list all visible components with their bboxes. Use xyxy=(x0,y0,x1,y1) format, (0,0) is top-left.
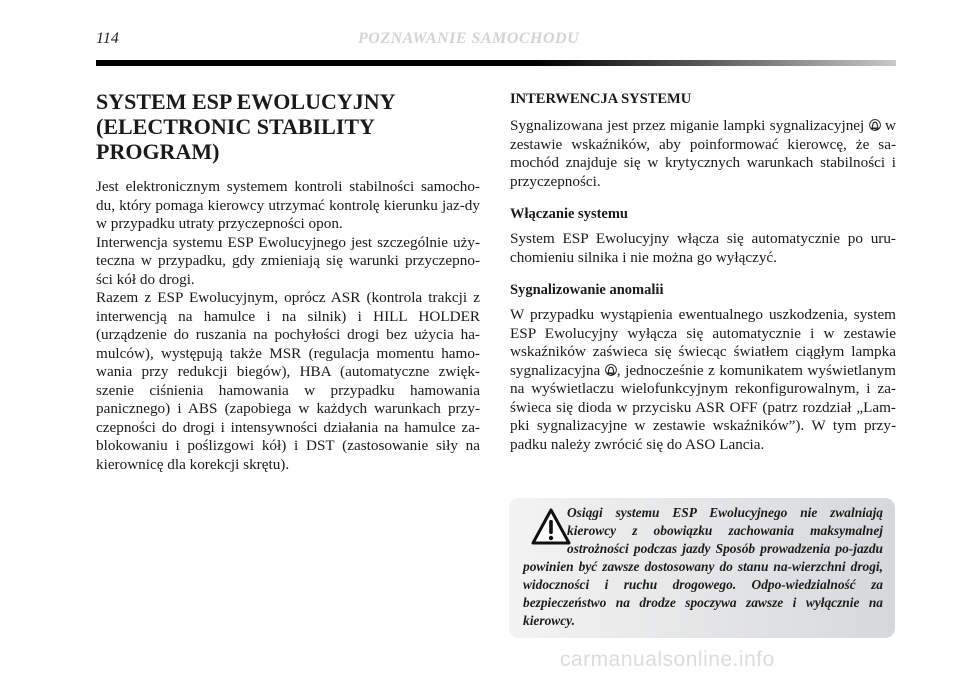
section-heading-intervention: INTERWENCJA SYSTEMU xyxy=(510,91,692,107)
warning-text-content: Osiągi systemu ESP Ewolucyjnego nie zwalniają kierowcy z obowiązku zachowania maksymalnej ostrożności podczas jazdy Sposób prowadzenia po-jazdu powinien być zawsze dostosowany do stanu na-wierzchni drogi, widoczności i ruchu drogowego. Odpo-wiedzialność za bezpieczeństwo na drodze spoczywa zawsze i wyłącznie na kierowcy. xyxy=(523,505,883,628)
esp-lamp-icon xyxy=(869,119,881,131)
fault-paragraph xyxy=(510,306,896,454)
running-header: POZNAWANIE SAMOCHODU xyxy=(358,30,580,47)
fault-text-end: , jednocześnie z komunikatem wyświetlanym na wyświetlaczu wielofunkcyjnym rekonfigurowalnym, i za-świeca się dioda w przycisku ASR OFF (patrz rozdział „Lam-pki sygnalizacyjne w zestawie wskaźników”). W tym przy-padku należy zwrócić się do ASO Lancia. xyxy=(510,361,896,453)
sub-heading-fault: Sygnalizowanie anomalii xyxy=(510,282,664,298)
title-line-3: PROGRAM) xyxy=(96,139,220,164)
left-column xyxy=(96,89,480,474)
body-paragraph-1: Jest elektronicznym systemem kontroli stabilności samocho-du, który pomaga kierowcy utrzymać kontrolę kierunku jaz-dy w przypadku utraty przyczepności opon. xyxy=(96,178,480,232)
fault-text-start: W przypadku wystąpienia ewentualnego uszkodzenia, system ESP Ewolucyjny wyłącza się automatycznie i w zestawie wskaźników zaświeca się świecąc światłem ciągłym lampka sygnalizacyjna xyxy=(510,306,896,379)
title-line-1: SYSTEM ESP EWOLUCYJNY xyxy=(96,89,396,114)
warning-icon-spacer xyxy=(523,504,567,556)
right-column xyxy=(510,90,896,454)
activation-paragraph: System ESP Ewolucyjny włącza się automatycznie po uru-chomieniu silnika i nie można go wyłączyć. xyxy=(510,230,896,266)
watermark: carmanualsonline.info xyxy=(560,648,775,671)
body-paragraph-2: Interwencja systemu ESP Ewolucyjnego jest szczególnie uży-teczna w przypadku, gdy zmieniają się warunki przyczepno-ści kół do drogi. xyxy=(96,233,480,288)
header-rule xyxy=(96,60,896,66)
intervention-text-end: w zestawie wskaźników, aby poinformować kierowcę, że sa-mochód znajduje się w krytycznych warunkach stabilności i przyczepności. xyxy=(510,117,896,190)
intervention-paragraph xyxy=(510,117,896,191)
body-paragraph-3: Razem z ESP Ewolucyjnym, oprócz ASR (kontrola trakcji z interwencją na hamulce i na silnik) i HILL HOLDER (urządzenie do ruszania na pochyłości drogi bez użycia ha-mulców), występują także MSR (regulacja momentu hamo-wania przy redukcji biegów), HBA (automatyczne zwięk-szenie ciśnienia hamowania w przypadku hamowania panicznego) i ABS (zapobiega w każdych warunkach przy-czepności do drogi i intensywności działania na hamulce za-blokowaniu i poślizgowi kół) i DST (zastosowanie siły na kierownicę dla korekcji skrętu). xyxy=(96,289,480,473)
sub-heading-activation: Włączanie systemu xyxy=(510,206,628,222)
intervention-text-start: Sygnalizowana jest przez miganie lampki sygnalizacyjnej xyxy=(510,117,865,134)
warning-text xyxy=(523,504,883,630)
esp-lamp-icon xyxy=(605,364,617,376)
warning-box xyxy=(509,498,895,638)
main-title xyxy=(96,89,480,164)
title-line-2: (ELECTRONIC STABILITY xyxy=(96,114,375,139)
page-number: 114 xyxy=(96,30,119,47)
